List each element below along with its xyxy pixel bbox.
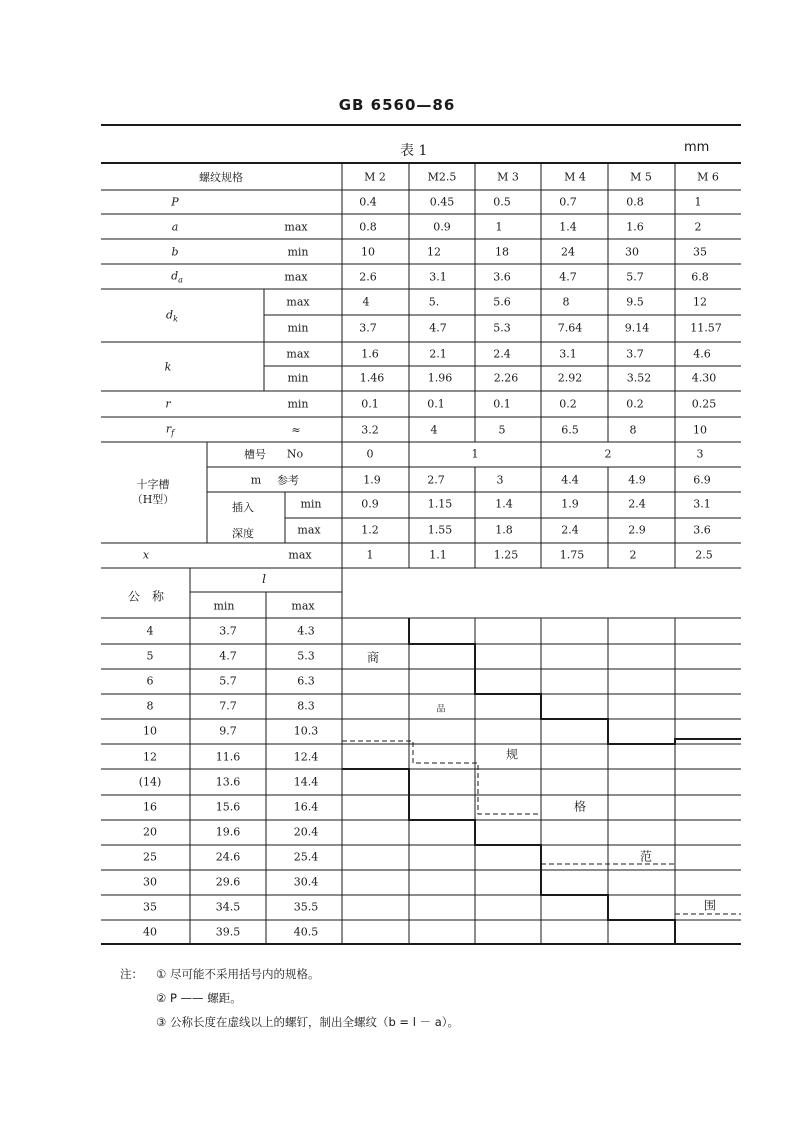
range-char: 品 xyxy=(436,704,446,715)
qual: max xyxy=(284,220,308,234)
table-caption: 表 1 xyxy=(400,143,428,159)
cell: 3.52 xyxy=(626,371,652,385)
recess-m-ref: 参考 xyxy=(277,474,299,487)
qual: max xyxy=(297,523,321,537)
length-nominal-cell: 5 xyxy=(146,649,154,663)
qual: ≈ xyxy=(291,423,301,437)
cell: 18 xyxy=(495,245,509,259)
qual: min xyxy=(300,497,322,511)
cell: 2.26 xyxy=(493,371,519,385)
cell: 0.2 xyxy=(626,397,644,411)
length-nominal-cell: (14) xyxy=(138,775,162,789)
cell: 10 xyxy=(693,423,707,437)
cell: 0.8 xyxy=(359,220,377,234)
cell: 6.5 xyxy=(561,423,579,437)
col-header-m2-5: M2.5 xyxy=(427,170,457,184)
cell: 0.25 xyxy=(691,397,717,411)
length-max-cell: 30.4 xyxy=(293,875,319,889)
length-min-cell: 9.7 xyxy=(219,724,237,738)
cell: 0.45 xyxy=(429,195,455,209)
standard-number: GB 6560—86 xyxy=(338,96,456,114)
col-header-m5: M 5 xyxy=(630,170,652,184)
length-nominal-cell: 25 xyxy=(143,850,157,864)
cell: 1.9 xyxy=(561,497,579,511)
cell: 2.4 xyxy=(493,347,511,361)
length-max-label: max xyxy=(291,599,315,613)
cell: 11.57 xyxy=(690,321,722,335)
cell: 0.1 xyxy=(427,397,445,411)
length-max-cell: 6.3 xyxy=(297,674,315,688)
cell: 12 xyxy=(693,295,707,309)
recess-no-label: 槽号 xyxy=(244,448,266,461)
cell: 5. xyxy=(428,295,440,309)
length-nominal-cell: 10 xyxy=(143,724,157,738)
length-nominal-cell: 12 xyxy=(143,750,157,763)
cell: 1.15 xyxy=(427,497,453,511)
cell: 6.8 xyxy=(691,270,709,284)
row-label-a: a xyxy=(171,220,179,234)
range-char: 商 xyxy=(366,650,380,665)
cell: 1.75 xyxy=(559,548,585,562)
cell: 3.6 xyxy=(693,523,711,537)
length-max-cell: 4.3 xyxy=(297,624,315,638)
cell: 1.6 xyxy=(626,220,644,234)
length-label: l xyxy=(262,572,266,586)
cell: 1 xyxy=(495,220,503,234)
qual: max xyxy=(286,347,310,361)
length-nominal-cell: 4 xyxy=(146,624,154,638)
qual: max xyxy=(286,295,310,309)
cell: 3.2 xyxy=(361,423,379,437)
length-nominal-cell: 6 xyxy=(146,674,154,688)
cell: 0.5 xyxy=(493,195,511,209)
row-label-x: x xyxy=(142,548,150,562)
cell: 4.7 xyxy=(429,321,447,335)
length-min-cell: 4.7 xyxy=(219,649,237,663)
length-nominal-cell: 20 xyxy=(143,825,157,839)
cell: 5.6 xyxy=(493,295,511,309)
length-min-cell: 19.6 xyxy=(215,825,241,839)
cell: 1 xyxy=(471,447,479,461)
cell: 5 xyxy=(498,423,506,437)
cell: 2.1 xyxy=(429,347,447,361)
length-min-cell: 34.5 xyxy=(215,900,241,914)
length-nominal-cell: 40 xyxy=(143,925,157,939)
cell: 3 xyxy=(696,447,704,461)
cell: 6.9 xyxy=(693,473,711,487)
cell: 2.5 xyxy=(695,548,713,562)
recess-m-label: m xyxy=(250,473,262,487)
cell: 3.6 xyxy=(493,270,511,284)
cell: 1.55 xyxy=(427,523,453,537)
recess-depth-label-1: 插入 xyxy=(232,501,254,514)
cell: 3.1 xyxy=(693,497,711,511)
cell: 4.7 xyxy=(559,270,577,284)
range-char: 规 xyxy=(505,747,519,762)
cell: 4 xyxy=(430,423,438,437)
cell: 8 xyxy=(629,423,637,437)
qual: min xyxy=(287,245,309,259)
cell: 1.4 xyxy=(559,220,577,234)
cell: 0.8 xyxy=(626,195,644,209)
cell: 2.4 xyxy=(628,497,646,511)
length-max-cell: 10.3 xyxy=(293,724,319,738)
cell: 5.3 xyxy=(493,321,511,335)
length-max-cell: 25.4 xyxy=(293,850,319,864)
length-min-cell: 29.6 xyxy=(215,875,241,889)
cell: 3.7 xyxy=(626,347,644,361)
cell: 0.1 xyxy=(361,397,379,411)
length-min-cell: 11.6 xyxy=(215,750,241,763)
col-header-m6: M 6 xyxy=(697,170,719,184)
length-min-cell: 3.7 xyxy=(219,624,237,638)
length-max-cell: 12.4 xyxy=(293,750,319,763)
grid-lines xyxy=(101,163,741,944)
cell: 1.4 xyxy=(495,497,513,511)
cell: 1.2 xyxy=(361,523,379,537)
cell: 2.9 xyxy=(628,523,646,537)
length-max-cell: 35.5 xyxy=(293,900,319,914)
cell: 1 xyxy=(366,548,374,562)
cell: 3 xyxy=(496,473,504,487)
length-min-cell: 24.6 xyxy=(215,850,241,864)
range-char: 格 xyxy=(573,799,587,814)
length-min-cell: 39.5 xyxy=(215,925,241,939)
cell: 0.9 xyxy=(433,220,451,234)
cell: 12 xyxy=(427,245,441,259)
row-label-b: b xyxy=(171,245,179,259)
thread-spec-label: 螺纹规格 xyxy=(199,171,243,184)
length-min-cell: 5.7 xyxy=(219,674,237,688)
cell: 30 xyxy=(625,245,639,259)
cell: 0.7 xyxy=(559,195,577,209)
cell: 5.7 xyxy=(626,270,644,284)
cell: 4.30 xyxy=(691,371,717,385)
row-label-da: $d_a$ xyxy=(171,269,183,285)
cell: 10 xyxy=(361,245,375,259)
length-nominal-cell: 8 xyxy=(146,699,154,713)
table-unit: mm xyxy=(684,140,710,155)
cell: 9.14 xyxy=(624,321,650,335)
length-max-cell: 16.4 xyxy=(293,800,319,814)
notes-prefix: 注： xyxy=(120,967,143,981)
cell: 4 xyxy=(362,295,370,309)
cell: 3.7 xyxy=(359,321,377,335)
qual: min xyxy=(287,397,309,411)
note-2: ② P —— 螺距。 xyxy=(156,991,242,1005)
qual: min xyxy=(287,371,309,385)
qual: max xyxy=(284,270,308,284)
cell: 9.5 xyxy=(626,295,644,309)
length-nominal-cell: 16 xyxy=(143,800,157,814)
cell: 24 xyxy=(561,245,575,259)
row-label-r: r xyxy=(165,397,171,411)
cell: 1.8 xyxy=(495,523,513,537)
cell: 8 xyxy=(562,295,570,309)
length-min-cell: 13.6 xyxy=(215,775,241,789)
cell: 1 xyxy=(694,195,702,209)
length-nominal-cell: 35 xyxy=(143,900,157,914)
cell: 4.9 xyxy=(628,473,646,487)
cell: 2 xyxy=(604,447,612,461)
cell: 2.6 xyxy=(359,270,377,284)
notes xyxy=(120,962,459,1034)
note-3: ③ 公称长度在虚线以上的螺钉，制出全螺纹（b = l － a）。 xyxy=(156,1015,460,1029)
qual: min xyxy=(287,321,309,335)
cell: 4.4 xyxy=(561,473,579,487)
length-max-cell: 8.3 xyxy=(297,699,315,713)
cell: 0.9 xyxy=(361,497,379,511)
cell: 2.7 xyxy=(427,473,445,487)
range-char: 围 xyxy=(703,898,717,913)
cell: 1.9 xyxy=(363,473,381,487)
length-min-label: min xyxy=(213,599,235,613)
cell: 35 xyxy=(693,245,707,259)
cell: 0.4 xyxy=(359,195,377,209)
length-max-cell: 5.3 xyxy=(297,649,315,663)
cell: 4.6 xyxy=(693,347,711,361)
length-max-cell: 20.4 xyxy=(293,825,319,839)
length-min-cell: 7.7 xyxy=(219,699,237,713)
length-max-cell: 14.4 xyxy=(293,775,319,789)
row-label-k: k xyxy=(164,360,172,374)
range-step-solid xyxy=(409,618,741,744)
cell: 1.1 xyxy=(429,548,447,562)
cell: 2.92 xyxy=(557,371,583,385)
cell: 2.4 xyxy=(561,523,579,537)
cell: 0 xyxy=(366,447,374,461)
qual: max xyxy=(288,548,312,562)
cell: 2 xyxy=(629,548,637,562)
nominal-label: 公 称 xyxy=(127,589,165,604)
cell: 1.6 xyxy=(361,347,379,361)
note-1: ① 尽可能不采用括号内的规格。 xyxy=(156,967,320,981)
col-header-m2: M 2 xyxy=(364,170,386,184)
recess-type: （H型） xyxy=(131,493,175,506)
cell: 2 xyxy=(694,220,702,234)
row-label-rf: $r_f$ xyxy=(165,422,175,438)
col-header-m4: M 4 xyxy=(564,170,586,184)
length-min-cell: 15.6 xyxy=(215,800,241,814)
recess-no-sym: No xyxy=(286,447,304,461)
cell: 7.64 xyxy=(557,321,583,335)
row-label-p: P xyxy=(171,195,179,209)
cell: 0.2 xyxy=(559,397,577,411)
recess-depth-label-2: 深度 xyxy=(232,527,254,540)
cell: 1.96 xyxy=(427,371,453,385)
col-header-m3: M 3 xyxy=(497,170,519,184)
recess-label: 十字槽 xyxy=(136,478,170,491)
length-nominal-cell: 30 xyxy=(143,875,157,889)
row-label-dk: $d_k$ xyxy=(166,308,178,324)
cell: 0.1 xyxy=(493,397,511,411)
range-char: 范 xyxy=(639,849,653,864)
cell: 3.1 xyxy=(429,270,447,284)
cell: 1.25 xyxy=(493,548,519,562)
cell: 3.1 xyxy=(559,347,577,361)
length-max-cell: 40.5 xyxy=(293,925,319,939)
cell: 1.46 xyxy=(359,371,385,385)
